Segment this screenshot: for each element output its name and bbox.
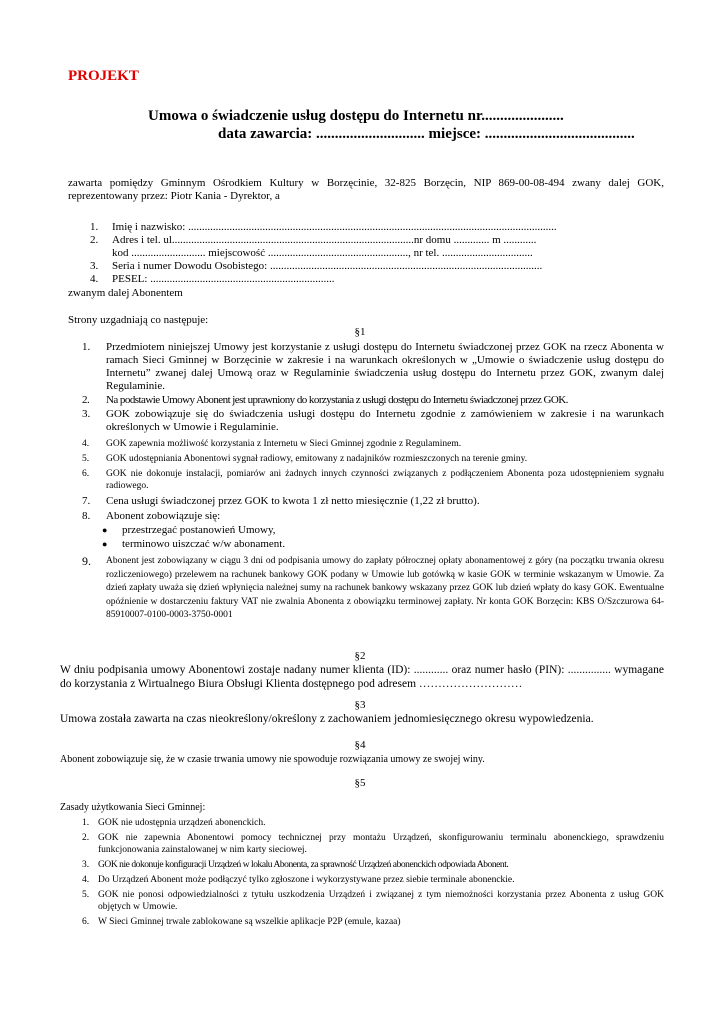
- item-number: 2.: [82, 394, 90, 406]
- field-number: 1.: [90, 221, 99, 233]
- item-number: 4.: [82, 439, 90, 449]
- field-id-card: Seria i numer Dowodu Osobistego: ...................................................................................................: [112, 260, 543, 272]
- item-text: GOK udostępniania Abonentowi sygnał radiowy, emitowany z nadajników rozmieszczonych na terenie gminy.: [106, 454, 528, 464]
- bullet-icon: ●: [102, 539, 108, 549]
- item-number: 1.: [82, 818, 90, 828]
- parties-agree: Strony uzgadniają co następuje:: [68, 314, 209, 326]
- item-number: 7.: [82, 495, 91, 507]
- section-4-heading: §4: [354, 739, 366, 751]
- list-item: [68, 510, 664, 523]
- section-2-text: W dniu podpisania umowy Abonentowi zostaje nadany numer klienta (ID): ............ oraz numer hasło (PIN): ............... wymagane do korzystania z Wirtualnego Biura Obsługi Klienta dostępnego pod adresem ………………………: [60, 664, 664, 690]
- item-number: 2.: [82, 833, 90, 843]
- section-1-heading: §1: [354, 326, 366, 338]
- section-4-text: Abonent zobowiązuje się, że w czasie trwania umowy nie spowoduje rozwiązania umowy ze swojej winy.: [60, 754, 485, 765]
- list-item: [68, 555, 664, 623]
- projekt-label: PROJEKT: [68, 68, 139, 84]
- list-item: [60, 832, 664, 856]
- list-item: [60, 916, 664, 928]
- item-number: 1.: [82, 341, 91, 353]
- field-row: [68, 247, 664, 260]
- section-5-intro: Zasady użytkowania Sieci Gminnej:: [60, 802, 206, 813]
- list-item: [68, 453, 664, 465]
- item-text: GOK nie udostępnia urządzeń abonenckich.: [98, 818, 266, 828]
- item-text: Do Urządzeń Abonent może podłączyć tylko zgłoszone i wykorzystywane przez siebie terminale abonenckie.: [98, 875, 515, 885]
- bullet-item: [68, 538, 664, 551]
- field-address: Adres i tel. ul........................................................................................nr domu ............. m ............: [112, 234, 537, 246]
- item-text: Przedmiotem niniejszej Umowy jest korzystanie z usługi dostępu do Internetu świadczonej przez GOK na rzecz Abonenta w ramach Sieci Gminnej w Borzęcinie w zakresie i na warunkach określonych w „Umowie o świadczenie usług dostępu do Internetu” zwanej dalej Umową oraz w Regulaminie świadczenia usług dostępu do Internetu przez GOK, zwanym dalej Regulaminie.: [106, 341, 664, 392]
- section-3-heading: §3: [354, 699, 366, 711]
- item-text: GOK nie dokonuje konfiguracji Urządzeń w lokalu Abonenta, za sprawność Urządzeń abonenckich odpowiada Abonent.: [98, 860, 509, 870]
- field-row: [68, 260, 664, 273]
- item-text: Cena usługi świadczonej przez GOK to kwota 1 zł netto miesięcznie (1,22 zł brutto).: [106, 495, 480, 507]
- field-row: [68, 273, 664, 286]
- item-number: 6.: [82, 917, 90, 927]
- contract-title-line2: data zawarcia: ............................. miejsce: ........................................: [218, 126, 635, 142]
- list-item: [60, 889, 664, 913]
- field-number: 3.: [90, 260, 99, 272]
- subscriber-fields: [68, 221, 664, 286]
- item-text: Abonent zobowiązuje się:: [106, 510, 221, 522]
- item-number: 3.: [82, 408, 91, 420]
- item-number: 5.: [82, 890, 90, 900]
- item-number: 6.: [82, 469, 90, 479]
- bullet-item: [68, 524, 664, 537]
- field-pesel: PESEL: ...................................................................: [112, 273, 335, 285]
- item-number: 9.: [82, 554, 91, 568]
- item-text: GOK nie ponosi odpowiedzialności z tytułu uszkodzenia Urządzeń i związanej z tym niemożności korzystania przez Abonenta z usług GOK objętych w Umowie.: [98, 890, 664, 912]
- item-number: 8.: [82, 510, 91, 522]
- list-item: [68, 468, 664, 492]
- list-item: [68, 341, 664, 393]
- section-5-list: [60, 817, 664, 928]
- list-item: [68, 408, 664, 434]
- bullet-icon: ●: [102, 525, 108, 535]
- item-text: GOK nie dokonuje instalacji, pomiarów ani żadnych innych czynności związanych z podłączeniem Abonenta poza udostępnieniem sygnału radiowego.: [106, 469, 664, 491]
- field-number: 4.: [90, 273, 99, 285]
- item-text: GOK zobowiązuje się do świadczenia usługi dostępu do Internetu zgodnie z zamówieniem w zakresie i na warunkach określonych w Umowie i Regulaminie.: [106, 408, 664, 433]
- list-item: [68, 495, 664, 508]
- item-text: Abonent jest zobowiązany w ciągu 3 dni od podpisania umowy do zapłaty półrocznej opłaty abonamentowej z góry (na początku trwania okresu rozliczeniowego) przelewem na rachunek bankowy GOK podany w Umowie lub gotówką w kasie GOK w terminie wskazanym w Umowie. Za dzień zapłaty uważa się dzień wpłynięcia należnej sumy na rachunek bankowy wskazany przez GOK lub dzień wpłaty do kasy GOK. Ewentualne opóźnienie w dostarczeniu faktury VAT nie zwalnia Abonenta z obowiązku terminowej zapłaty. Nr konta GOK Borzęcin: KBS O/Szczurowa 64-85910007-0100-0003-3750-0001: [106, 556, 664, 620]
- section-3-text: Umowa została zawarta na czas nieokreślony/określony z zachowaniem jednomiesięcznego okresu wypowiedzenia.: [60, 713, 594, 725]
- list-item: [60, 874, 664, 886]
- contract-title-line1: Umowa o świadczenie usług dostępu do Internetu nr......................: [148, 108, 564, 124]
- list-item: [60, 817, 664, 829]
- list-item: [60, 859, 664, 871]
- item-text: GOK nie zapewnia Abonentowi pomocy technicznej przy montażu Urządzeń, skonfigurowaniu terminalu abonenckiego, sprawdzeniu funkcjonowania zainstalowanej w nim karty sieciowej.: [98, 833, 664, 855]
- field-postal: kod ........................... miejscowość ..................................................., nr tel. .................................: [112, 247, 533, 259]
- parties-intro: zawarta pomiędzy Gminnym Ośrodkiem Kultury w Borzęcinie, 32-825 Borzęcin, NIP 869-00-08-494 zwany dalej GOK, reprezentowany przez: Piotr Kania - Dyrektor, a: [68, 177, 664, 202]
- field-row: [68, 234, 664, 247]
- subscriber-designation: zwanym dalej Abonentem: [68, 287, 183, 299]
- item-number: 3.: [82, 860, 90, 870]
- section-5-heading: §5: [354, 777, 366, 789]
- item-text: W Sieci Gminnej trwale zablokowane są wszelkie aplikacje P2P (emule, kazaa): [98, 917, 401, 927]
- field-number: 2.: [90, 234, 99, 246]
- item-number: 4.: [82, 875, 90, 885]
- section-2-heading: §2: [354, 650, 366, 662]
- list-item: [68, 438, 664, 450]
- item-text: Na podstawie Umowy Abonent jest uprawniony do korzystania z usługi dostępu do Internetu świadczonej przez GOK.: [106, 394, 568, 406]
- item-text: GOK zapewnia możliwość korzystania z Internetu w Sieci Gminnej zgodnie z Regulaminem.: [106, 439, 462, 449]
- bullet-text: terminowo uiszczać w/w abonament.: [122, 538, 286, 550]
- field-row: [68, 221, 664, 234]
- bullet-text: przestrzegać postanowień Umowy,: [122, 524, 276, 536]
- item-number: 5.: [82, 454, 90, 464]
- section-1-list: [68, 341, 664, 623]
- field-name: Imię i nazwisko: ......................................................................................................................................: [112, 221, 557, 233]
- list-item: [68, 394, 664, 407]
